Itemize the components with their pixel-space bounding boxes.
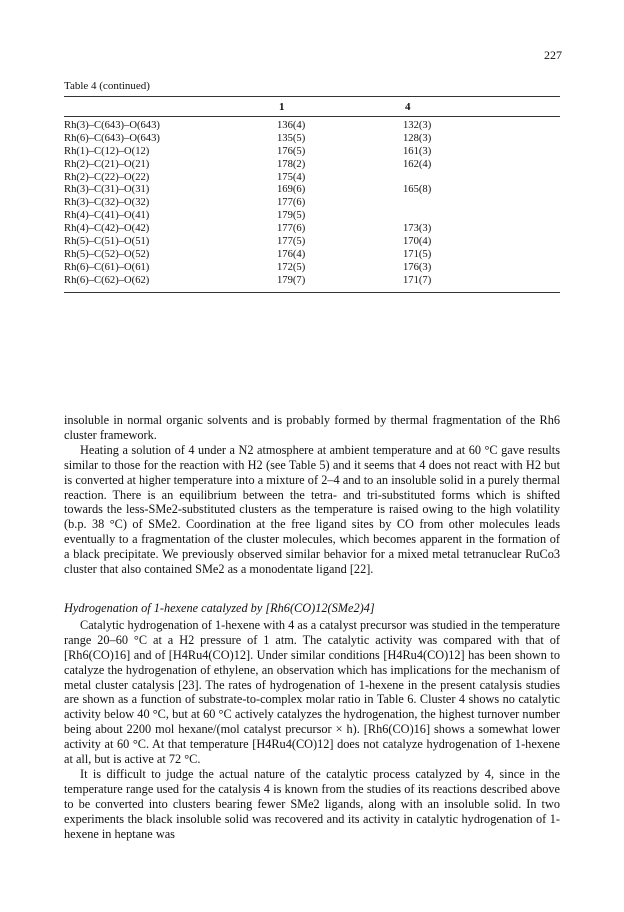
value-cluster-1: 179(5) (277, 210, 306, 222)
body-text (64, 413, 560, 841)
column-header-4: 4 (405, 101, 411, 113)
bond-angle-label: Rh(2)–C(21)–O(21) (64, 158, 150, 170)
value-cluster-1: 172(5) (277, 261, 306, 273)
table-row (64, 236, 560, 249)
value-cluster-1: 179(7) (277, 274, 306, 286)
table-row (64, 172, 560, 185)
bond-angle-label: Rh(6)–C(62)–O(62) (64, 274, 150, 286)
bond-angle-label: Rh(3)–C(31)–O(31) (64, 184, 150, 196)
table-top-rule (64, 96, 560, 97)
value-cluster-4: 161(3) (403, 145, 432, 157)
value-cluster-4: 162(4) (403, 158, 432, 170)
table-caption: Table 4 (continued) (64, 80, 150, 92)
bond-angle-label: Rh(6)–C(643)–O(643) (64, 132, 160, 144)
table-row (64, 275, 560, 288)
table-row (64, 223, 560, 236)
value-cluster-1: 136(4) (277, 120, 306, 131)
table-row (64, 159, 560, 172)
value-cluster-1: 177(5) (277, 236, 306, 248)
paragraph-4: It is difficult to judge the actual nature of the catalytic process catalyzed by 4, since in the temperature range used for the catalysis 4 is known from the studies of its reactions described above to be converted into clusters bearing fewer SMe2 ligands, along with an insoluble solid. In two experiments the black insoluble solid was recovered and its activity in catalytic hydrogenation of 1-hexene in heptane was (64, 766, 560, 841)
value-cluster-4: 165(8) (403, 184, 432, 196)
table-row (64, 133, 560, 146)
table-header-rule (64, 116, 560, 117)
value-cluster-4: 171(7) (403, 274, 432, 286)
bond-angle-label: Rh(2)–C(22)–O(22) (64, 171, 150, 183)
table-row (64, 197, 560, 210)
paragraph-3: Catalytic hydrogenation of 1-hexene with 4 as a catalyst precursor was studied in the temperature range 20–60 °C at a H2 pressure of 1 atm. The catalytic activity was compared with that of [Rh6(CO)16] and of [H4Ru4(CO)12]. Under similar conditions [H4Ru4(CO)12] has been shown to catalyze the hydrogenation of ethylene, an observation which has implications for the mechanism of metal cluster catalysis [23]. The rates of hydrogenation of 1-hexene in the present catalysis studies are shown as a function of substrate-to-complex molar ratio in Table 6. Cluster 4 shows no catalytic activity below 40 °C, but at 60 °C actively catalyzes the hydrogenation, the highest turnover number being about 2200 mol hexane/(mol catalyst precursor × h). [Rh6(CO)16] shows a somewhat lower activity at 60 °C. At that temperature [H4Ru4(CO)12] does not catalyze hydrogenation of 1-hexene at all, but is active at 72 °C. (64, 617, 560, 767)
table-row (64, 184, 560, 197)
table-bottom-rule (64, 292, 560, 293)
value-cluster-4: 132(3) (403, 120, 432, 131)
value-cluster-4: 128(3) (403, 132, 432, 144)
value-cluster-4: 173(3) (403, 223, 432, 235)
value-cluster-4: 176(3) (403, 261, 432, 273)
table-row (64, 249, 560, 262)
table-row (64, 146, 560, 159)
column-header-1: 1 (279, 101, 285, 113)
bond-angle-label: Rh(3)–C(643)–O(643) (64, 120, 160, 131)
value-cluster-1: 177(6) (277, 223, 306, 235)
value-cluster-1: 135(5) (277, 132, 306, 144)
value-cluster-4: 170(4) (403, 236, 432, 248)
table-row (64, 262, 560, 275)
bond-angle-label: Rh(6)–C(61)–O(61) (64, 261, 150, 273)
bond-angle-label: Rh(5)–C(52)–O(52) (64, 248, 150, 260)
bond-angle-label: Rh(1)–C(12)–O(12) (64, 145, 150, 157)
value-cluster-4: 171(5) (403, 248, 432, 260)
section-heading: Hydrogenation of 1-hexene catalyzed by [Rh6(CO)12(SMe2)4] (64, 600, 375, 615)
bond-angle-label: Rh(4)–C(41)–O(41) (64, 210, 150, 222)
value-cluster-1: 175(4) (277, 171, 306, 183)
table-row (64, 120, 560, 133)
value-cluster-1: 176(4) (277, 248, 306, 260)
table-body (64, 120, 560, 288)
value-cluster-1: 177(6) (277, 197, 306, 209)
page-number: 227 (544, 48, 562, 62)
value-cluster-1: 176(5) (277, 145, 306, 157)
paragraph-2: Heating a solution of 4 under a N2 atmosphere at ambient temperature and at 60 °C gave results similar to those for the reaction with H2 (see Table 5) and it seems that 4 does not react with H2 but is converted at higher temperature into a mixture of 2–4 and to an insoluble solid in a purely thermal reaction. There is an equilibrium between the tetra- and tri-substituted forms which is shifted towards the less-SMe2-substituted clusters as the temperature is raised owing to the high volatility (b.p. 38 °C) of SMe2. Coordination at the free ligand sites by CO from other molecules leads eventually to a fragmentation of the cluster molecules, which becomes apparent in the formation of a black precipitate. We previously observed similar behavior for a mixed metal tetranuclear RuCo3 cluster that also contained SMe2 as a monodentate ligand [22]. (64, 442, 560, 577)
value-cluster-1: 169(6) (277, 184, 306, 196)
table-row (64, 210, 560, 223)
paragraph-1: insoluble in normal organic solvents and is probably formed by thermal fragmentation of the Rh6 cluster framework. (64, 413, 560, 442)
value-cluster-1: 178(2) (277, 158, 306, 170)
bond-angle-label: Rh(5)–C(51)–O(51) (64, 236, 150, 248)
bond-angle-label: Rh(3)–C(32)–O(32) (64, 197, 150, 209)
bond-angle-label: Rh(4)–C(42)–O(42) (64, 223, 150, 235)
